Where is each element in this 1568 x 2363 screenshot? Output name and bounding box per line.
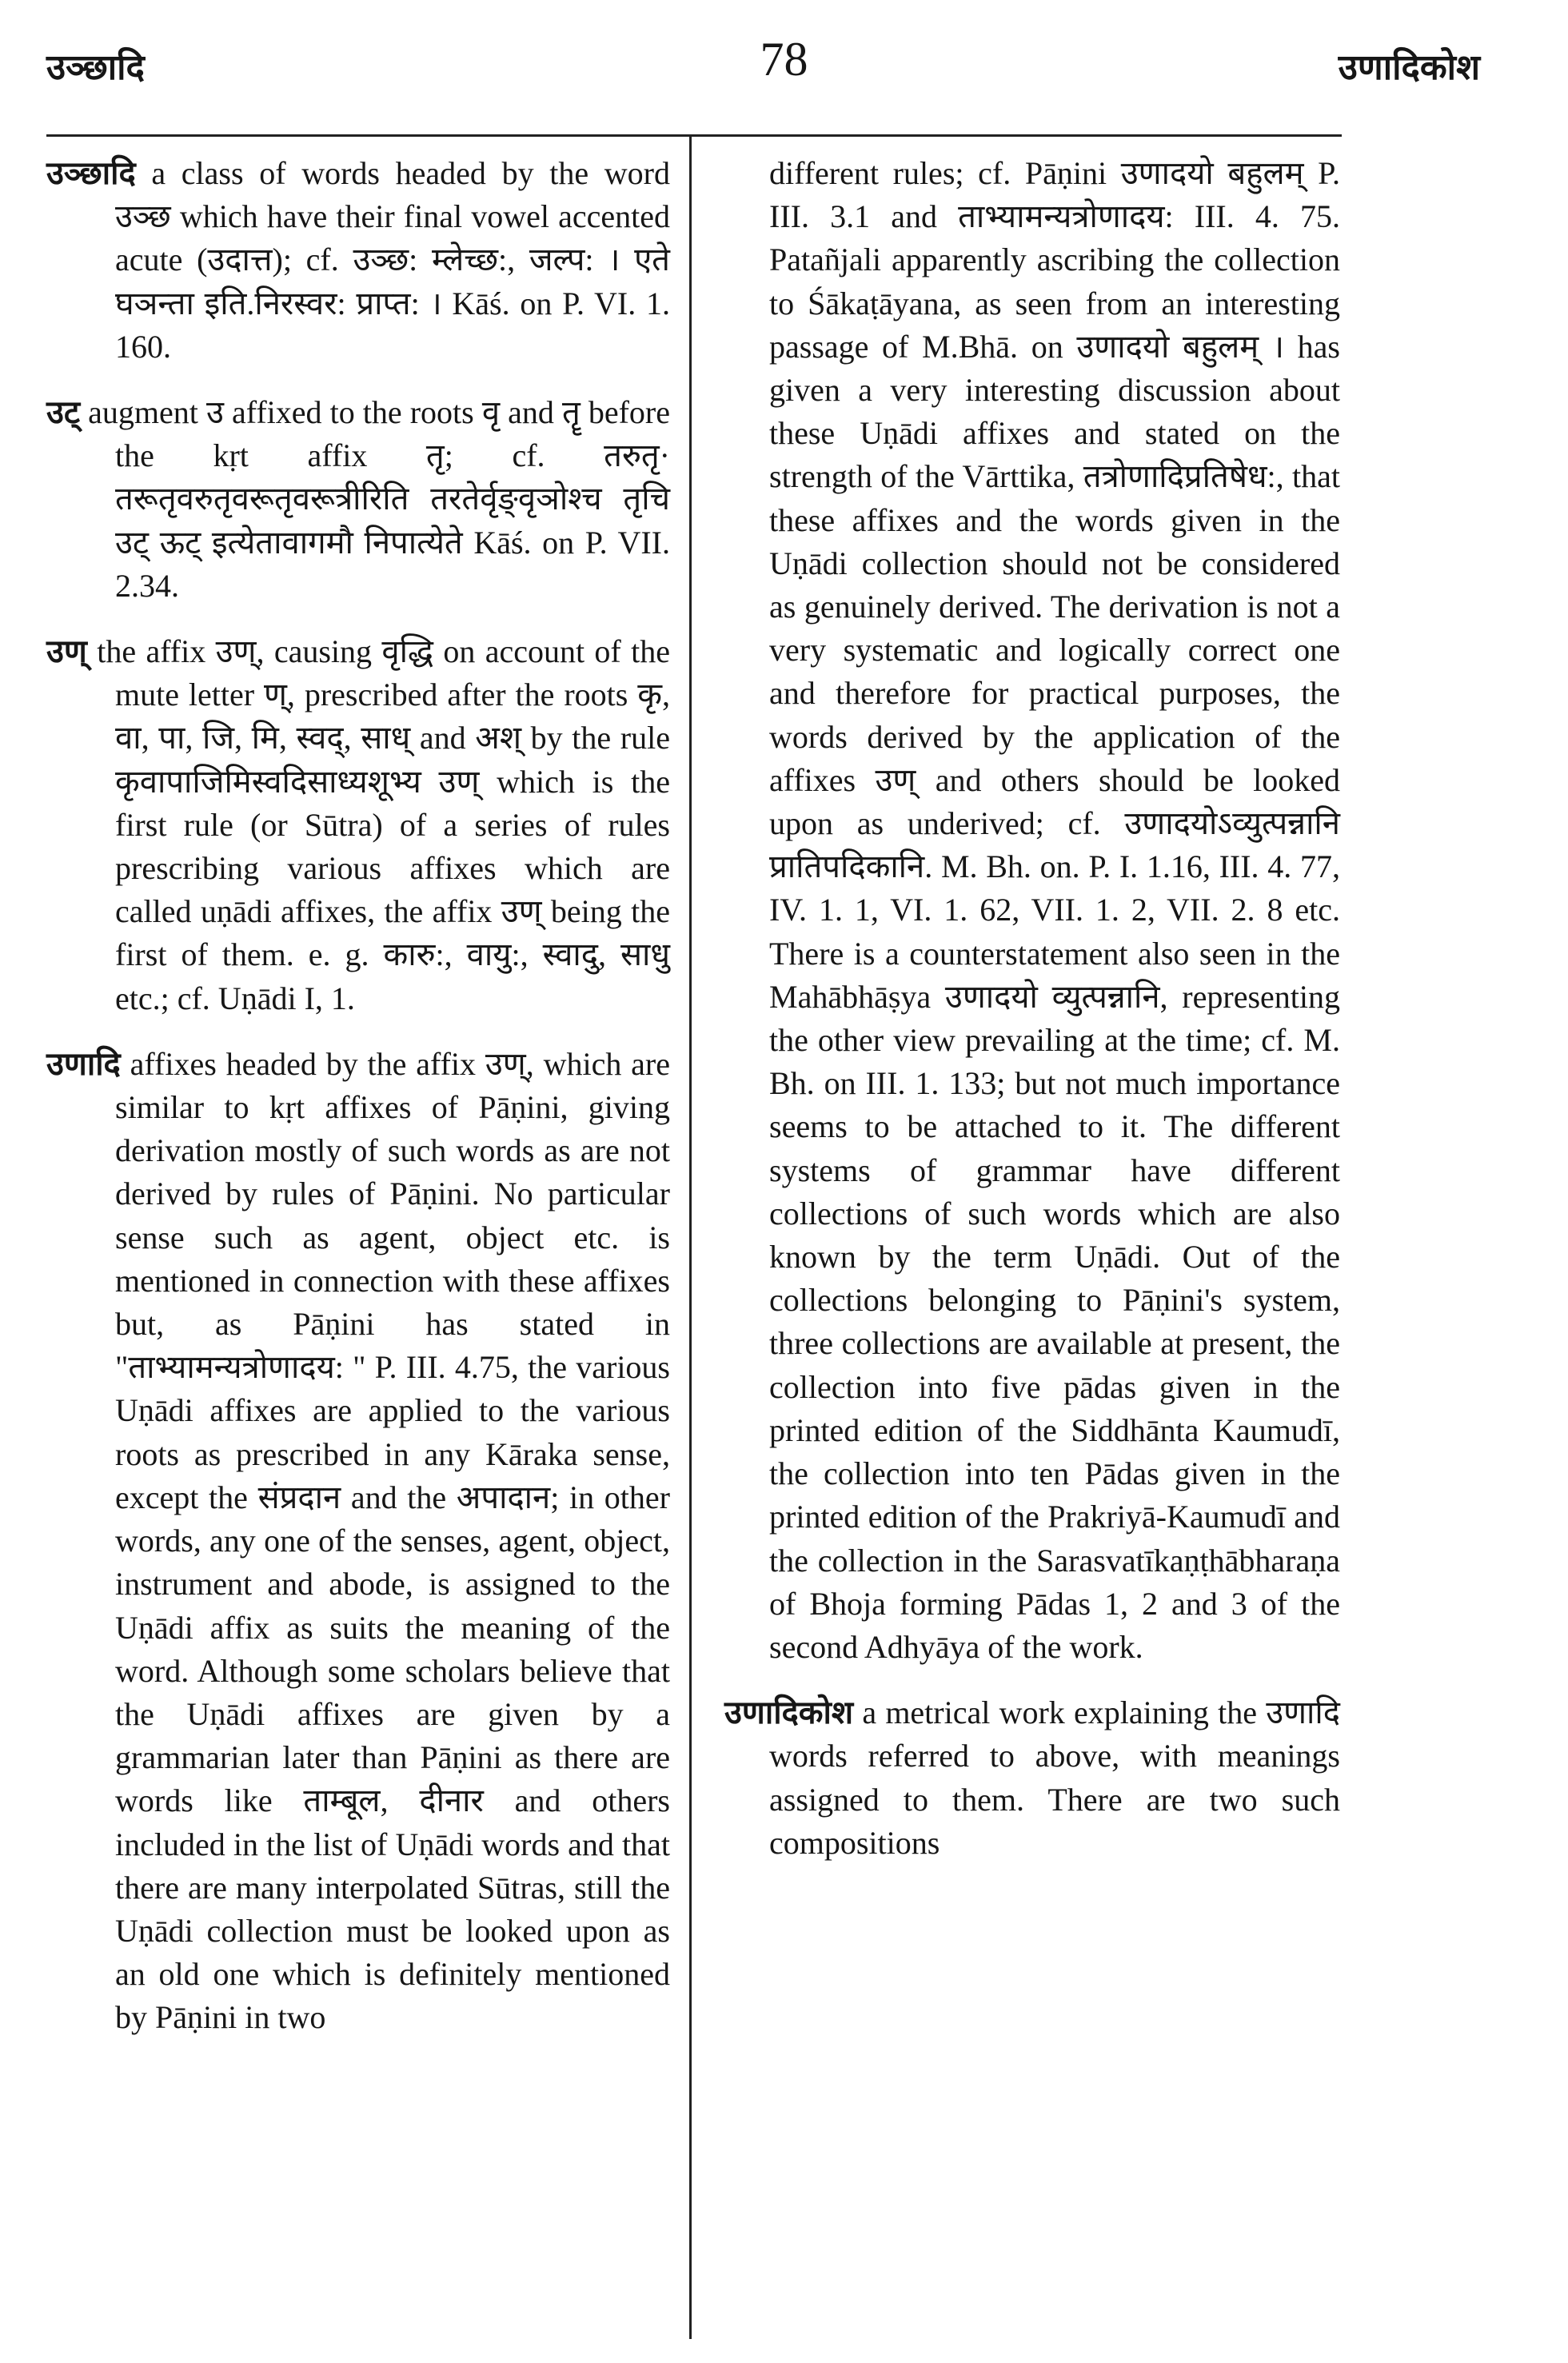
left-column (46, 152, 670, 2062)
column-divider (689, 136, 692, 2339)
entry-continuation: different rules; cf. Pāṇini उणादयो बहुलम् P. III. 3.1 and ताभ्यामन्यत्रोणादय: III. 4. 75. Patañjali apparently ascribing the collection to Śākaṭāyana, as seen from an interesting passage of M.Bhā. on उणादयो बहुलम् । has given a very interesting discussion about these Uṇādi affixes and stated on the strength of the Vārttika, तत्रोणादिप्रतिषेध:, that these affixes and the words given in the Uṇādi collection should not be considered as genuinely derived. The derivation is not a very systematic and logically correct one and therefore for practical purposes, the words derived by the application of the affixes उण् and others should be looked upon as underived; cf. उणादयोऽव्युत्पन्नानि प्रातिपदिकानि. M. Bh. on. P. I. 1.16, III. 4. 77, IV. 1. 1, VI. 1. 62, VII. 1. 2, VII. 2. 8 etc. There is a counterstatement also seen in the Mahābhāṣya उणादयो व्युत्पन्नानि, representing the other view prevailing at the time; cf. M. Bh. on III. 1. 133; but not much importance seems to be attached to it. The different systems of grammar have different collections of such words which are also known by the term Uṇādi. Out of the collections belonging to Pāṇini's system, three collections are available at present, the collection into five pādas given in the printed edition of the Siddhānta Kaumudī, the collection into ten Pādas given in the printed edition of the Prakriyā-Kaumudī and the collection in the Sarasvatīkaṇṭhābharaṇa of Bhoja forming Pādas 1, 2 and 3 of the second Adhyāya of the work. (769, 155, 1340, 1665)
header-rule (46, 134, 1342, 137)
entry-unadikosha (724, 1691, 1340, 1865)
definition: affixes headed by the affix उण्, which are similar to kṛt affixes of Pāṇini, giving derivation mostly of such words as are not derived by rules of Pāṇini. No particular sense such as agent, object etc. is mentioned in connection with these affixes but, as Pāṇini has stated in "ताभ्यामन्यत्रोणादय: " P. III. 4.75, the various Uṇādi affixes are applied to the various roots as prescribed in any Kāraka sense, except the संप्रदान and the अपादान; in other words, any one of the senses, agent, object, instrument and abode, is assigned to the Uṇādi affix as suits the meaning of the word. Although some scholars believe that the Uṇādi affixes are given by a grammarian later than Pāṇini as there are words like ताम्बूल, दीनार and others included in the list of Uṇādi words and that there are many interpolated Sūtras, still the Uṇādi collection must be looked upon as an old one which is definitely mentioned by Pāṇini in two (115, 1045, 670, 2036)
headword: उट् (46, 394, 81, 431)
running-head-right: उणादिकोश (1338, 47, 1480, 88)
definition: a metrical work explaining the उणादि words referred to above, with meanings assigned to them. There are two such compositions (769, 1694, 1340, 1861)
right-column (724, 152, 1340, 1887)
entry-ut (46, 391, 670, 608)
entry-unchadi (46, 152, 670, 369)
headword: उञ्छादि (46, 155, 136, 191)
headword: उणादिकोश (724, 1694, 854, 1731)
entry-un (46, 630, 670, 1020)
headword: उणादि (46, 1045, 121, 1082)
definition: the affix उण्, causing वृद्धि on account of the mute letter ण्, prescribed after the roots कृ, वा, पा, जि, मि, स्वद्, साध् and अश् by the rule कृवापाजिमिस्वदिसाध्यशूभ्य उण् which is the first rule (or Sūtra) of a series of rules prescribing various affixes which are called uṇādi affixes, the affix उण् being the first of them. e. g. कारु:, वायु:, स्वादु, साधु etc.; cf. Uṇādi I, 1. (97, 633, 670, 1016)
definition: a class of words headed by the word उञ्छ which have their final vowel accented acute (उदात्त); cf. उञ्छ: म्लेच्छ:, जल्प: । एते घञन्ता इति.निरस्वर: प्राप्त: । Kāś. on P. VI. 1. 160. (115, 155, 670, 365)
running-head-left: उञ्छादि (46, 47, 145, 88)
entry-unadi (46, 1043, 670, 2040)
headword: उण् (46, 633, 87, 670)
definition: augment उ affixed to the roots वृ and तॄ before the kṛt affix तृ; cf. तरुतृ· तरूतृवरुतृवरूतृवरूत्रीरिति तरतेर्वृङ्वृञोश्च तृचि उट् ऊट् इत्येतावागमौ निपात्येते Kāś. on P. VII. 2.34. (88, 394, 670, 604)
page-number: 78 (760, 33, 808, 86)
